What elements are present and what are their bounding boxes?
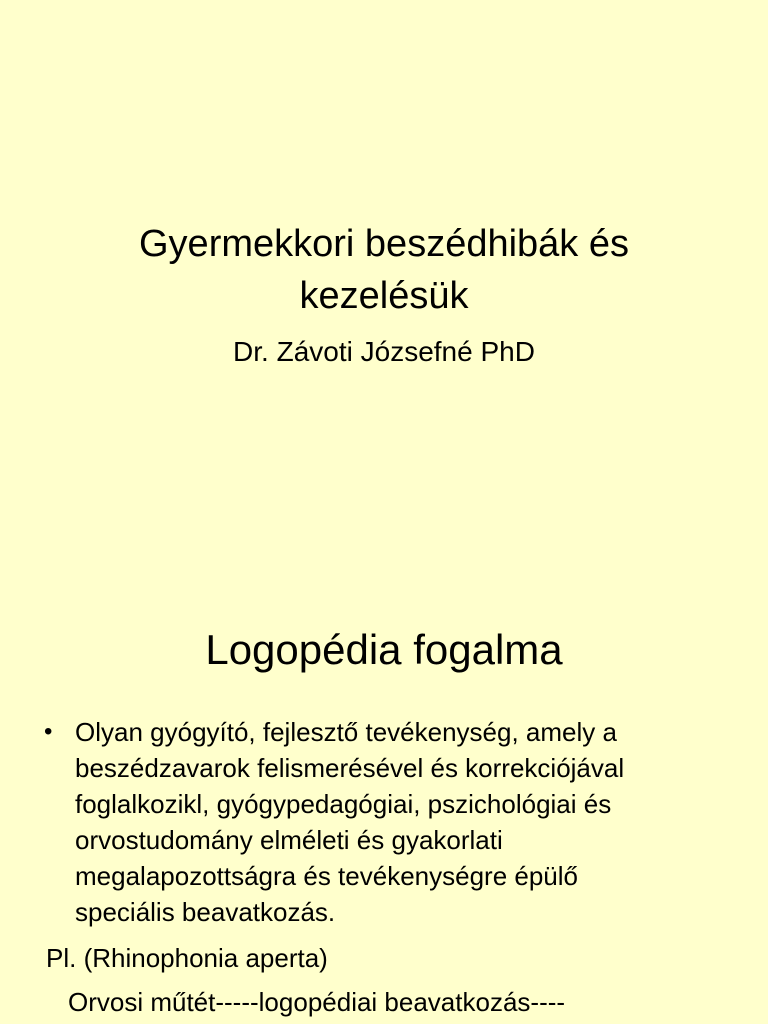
example-text: Orvosi műtét-----logopédiai beavatkozás---- (68, 987, 566, 1017)
definition-slide (0, 512, 768, 1024)
bullet-text-line-4: orvostudomány elméleti és gyakorlati (75, 825, 503, 855)
bullet-text-line-6: speciális beavatkozás. (75, 897, 336, 927)
bullet-text-line-1: Olyan gyógyító, fejlesztő tevékenység, amely a (75, 717, 617, 747)
presentation-title (0, 218, 768, 322)
slide-title: Logopédia fogalma (205, 626, 563, 673)
bullet-text-line-2: beszédzavarok felismerésével és korrekciójával (75, 753, 625, 783)
bullet-icon: • (44, 718, 53, 745)
bullet-list (44, 714, 744, 930)
bullet-text-line-5: megalapozottságra és tevékenységre épülő (75, 861, 578, 891)
bullet-item (44, 714, 744, 930)
title-line-1: Gyermekkori beszédhibák és (139, 223, 629, 265)
title-line-2: kezelésük (299, 275, 469, 317)
bullet-text-line-3: foglalkozikl, gyógypedagógiai, pszichológiai és (75, 789, 612, 819)
author-subtitle: Dr. Závoti Józsefné PhD (233, 336, 535, 367)
example-label: Pl. (Rhinophonia aperta) (46, 943, 328, 973)
